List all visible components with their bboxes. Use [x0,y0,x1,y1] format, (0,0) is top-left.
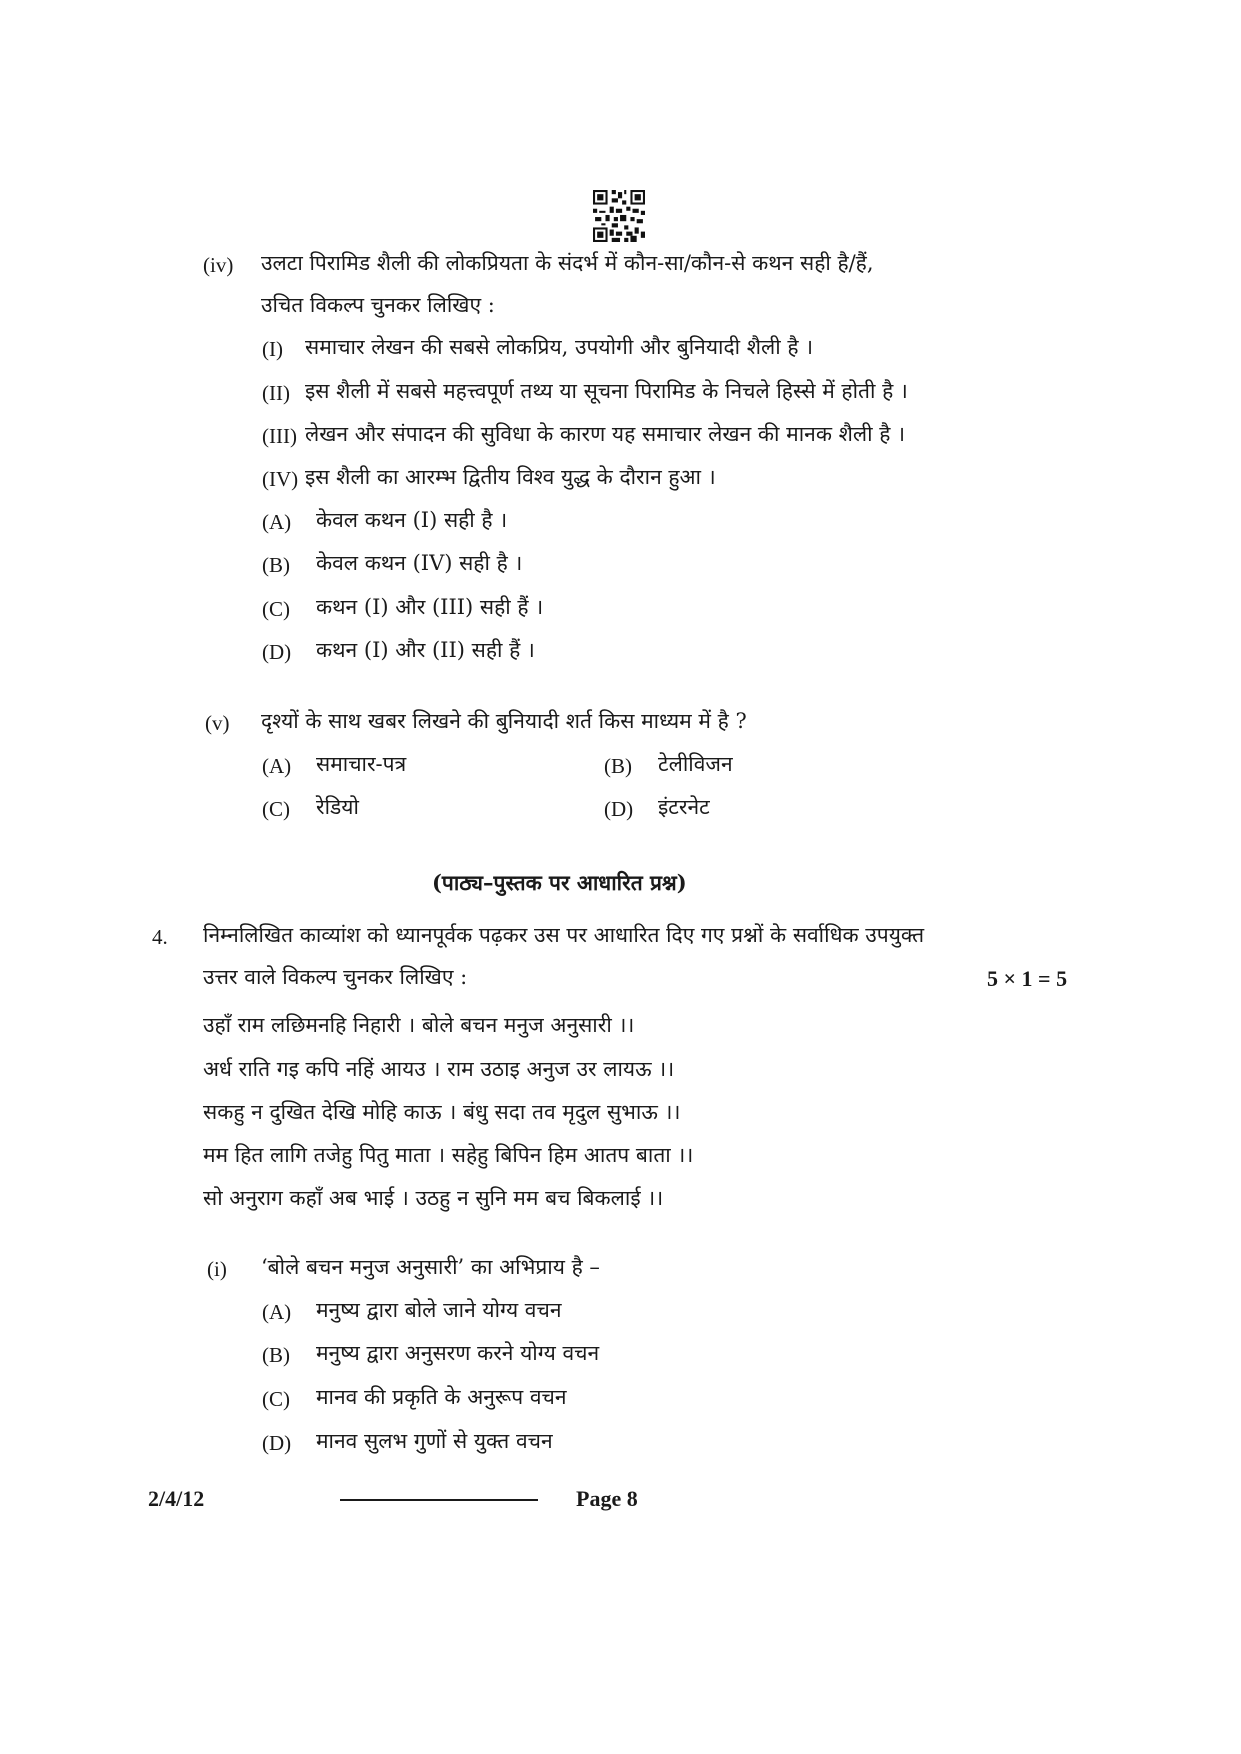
statement-text: लेखन और संपादन की सुविधा के कारण यह समाचार लेखन की मानक शैली है । [305,422,906,446]
verse-line: मम हित लागि तजेहु पितु माता । सहेहु बिपिन हिम आतप बाता ।। [203,1143,694,1167]
option-text: समाचार-पत्र [316,752,407,776]
verse-line: अर्ध राति गइ कपि नहिं आयउ । राम उठाइ अनुज उर लायऊ ।। [203,1057,675,1081]
statement-text: समाचार लेखन की सबसे लोकप्रिय, उपयोगी और बुनियादी शैली है । [305,335,814,359]
paper-code: 2/4/12 [148,1486,205,1511]
option-text: इंटरनेट [658,795,710,819]
question-text-line-1: निम्नलिखित काव्यांश को ध्यानपूर्वक पढ़कर उस पर आधारित दिए गए प्रश्नों के सर्वाधिक उपयुक्त [203,923,925,947]
option-label: (D) [262,1431,292,1455]
option-label: (A) [262,754,292,778]
question-text: दृश्यों के साथ खबर लिखने की बुनियादी शर्त किस माध्यम में है ? [261,709,747,733]
option-text: केवल कथन (I) सही है । [316,508,508,532]
option-label: (D) [604,797,634,821]
option-text: कथन (I) और (III) सही हैं । [316,595,544,619]
option-label: (C) [262,1387,290,1411]
option-label: (C) [262,797,290,821]
option-label: (C) [262,597,290,621]
verse-line: सो अनुराग कहाँ अब भाई । उठहु न सुनि मम बच बिकलाई ।। [203,1186,664,1210]
option-text: रेडियो [316,795,359,819]
statement-label: (III) [262,424,297,448]
statement-label: (I) [262,337,283,361]
question-text-line-1: उलटा पिरामिड शैली की लोकप्रियता के संदर्भ में कौन-सा/कौन-से कथन सही है/हैं, [261,251,874,275]
statement-text: इस शैली में सबसे महत्त्वपूर्ण तथ्य या सूचना पिरामिड के निचले हिस्से में होती है । [305,379,908,403]
footer-divider [340,1499,538,1501]
marks-label: 5 × 1 = 5 [987,966,1068,991]
option-label: (B) [262,553,290,577]
statement-label: (II) [262,381,290,405]
question-text-line-2: उत्तर वाले विकल्प चुनकर लिखिए : [203,965,468,989]
option-label: (D) [262,640,292,664]
statement-label: (IV) [262,467,299,491]
option-label: (A) [262,1300,292,1324]
verse-line: सकहु न दुखित देखि मोहि काऊ । बंधु सदा तव मृदुल सुभाऊ ।। [203,1100,681,1124]
option-text: मनुष्य द्वारा बोले जाने योग्य वचन [316,1298,562,1322]
qr-code-icon [593,190,645,242]
option-label: (B) [604,754,632,778]
option-label: (A) [262,510,292,534]
question-number: 4. [152,925,168,949]
verse-line: उहाँ राम लछिमनहि निहारी । बोले बचन मनुज अनुसारी ।। [203,1013,635,1037]
option-text: मनुष्य द्वारा अनुसरण करने योग्य वचन [316,1341,600,1365]
option-text: केवल कथन (IV) सही है । [316,551,523,575]
option-text: मानव की प्रकृति के अनुरूप वचन [316,1385,567,1409]
option-text: कथन (I) और (II) सही हैं । [316,638,535,662]
option-label: (B) [262,1343,290,1367]
question-number: (iv) [203,253,234,277]
page-number: Page 8 [576,1486,638,1511]
question-text: ‘बोले बचन मनुज अनुसारी’ का अभिप्राय है – [261,1255,600,1279]
question-number: (v) [205,711,230,735]
section-heading: (पाठ्य–पुस्तक पर आधारित प्रश्न) [432,870,687,895]
question-number: (i) [207,1257,227,1281]
question-text-line-2: उचित विकल्प चुनकर लिखिए : [261,293,495,317]
option-text: टेलीविजन [658,752,733,776]
option-text: मानव सुलभ गुणों से युक्त वचन [316,1429,553,1453]
statement-text: इस शैली का आरम्भ द्वितीय विश्व युद्ध के दौरान हुआ । [305,465,716,489]
